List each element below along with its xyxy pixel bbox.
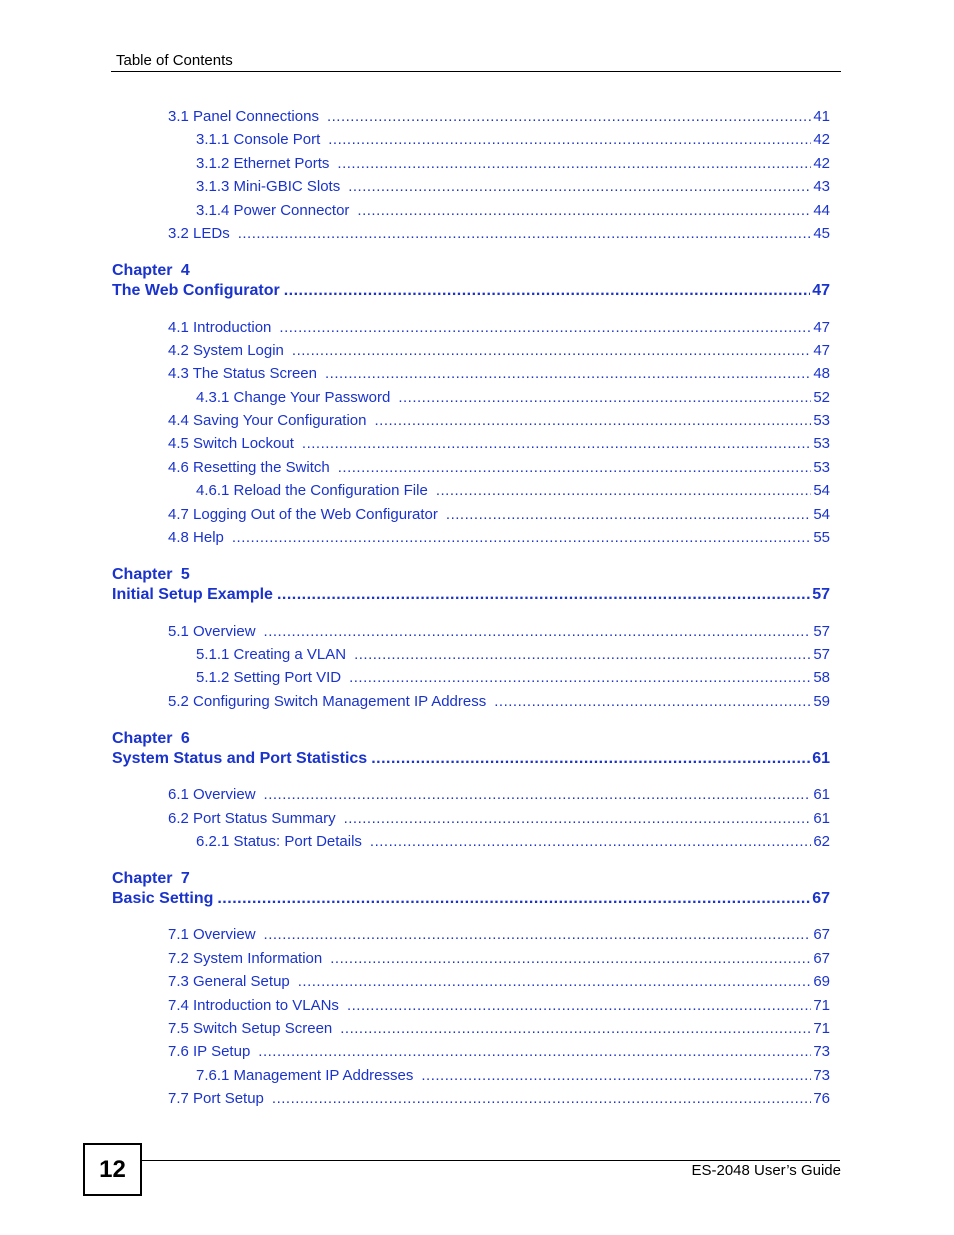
chapter-title: Initial Setup Example [112, 586, 273, 603]
toc-entry[interactable] [196, 202, 830, 220]
entry-title: 5.2 Configuring Switch Management IP Address [168, 693, 487, 710]
dot-leader [272, 1090, 811, 1108]
entry-title: 3.2 LEDs [168, 225, 230, 242]
entry-title: 7.7 Port Setup [168, 1090, 264, 1107]
entry-title: 3.1.4 Power Connector [196, 202, 350, 219]
chapter-label[interactable]: Chapter 6 [112, 730, 190, 747]
entry-title: 7.2 System Information [168, 950, 323, 967]
dot-leader [217, 890, 810, 908]
dot-leader [330, 950, 811, 968]
dot-leader [354, 646, 811, 664]
toc-entry[interactable] [196, 482, 830, 500]
toc-entry[interactable] [196, 646, 830, 664]
chapter-title: System Status and Port Statistics [112, 750, 368, 767]
toc-entry[interactable] [168, 342, 830, 360]
page-ref: 53 [813, 459, 830, 476]
chapter-label[interactable]: Chapter 7 [112, 870, 190, 887]
dot-leader [494, 693, 811, 711]
dot-leader [277, 586, 810, 604]
dot-leader [340, 1020, 811, 1038]
toc-entry[interactable] [168, 810, 830, 828]
toc-entry[interactable] [168, 623, 830, 641]
page-ref: 48 [813, 365, 830, 382]
dot-leader [325, 365, 811, 383]
toc-entry[interactable] [168, 1043, 830, 1061]
chapter-label[interactable]: Chapter 4 [112, 262, 190, 279]
page-ref: 42 [813, 131, 830, 148]
entry-title: 3.1.3 Mini-GBIC Slots [196, 178, 341, 195]
toc-entry[interactable] [196, 833, 830, 851]
dot-leader [344, 810, 812, 828]
page-ref: 47 [813, 342, 830, 359]
running-header: Table of Contents [116, 52, 233, 69]
page-ref: 45 [813, 225, 830, 242]
toc-entry[interactable] [168, 1090, 830, 1108]
dot-leader [328, 131, 811, 149]
dot-leader [446, 506, 811, 524]
toc-entry[interactable] [168, 950, 830, 968]
toc-entry[interactable] [168, 1020, 830, 1038]
entry-title: 7.6.1 Management IP Addresses [196, 1067, 414, 1084]
toc-entry[interactable] [196, 389, 830, 407]
dot-leader [258, 1043, 811, 1061]
entry-title: 5.1.2 Setting Port VID [196, 669, 342, 686]
page-ref: 73 [813, 1043, 830, 1060]
dot-leader [327, 108, 811, 126]
dot-leader [279, 319, 811, 337]
entry-title: 5.1 Overview [168, 623, 256, 640]
page-ref: 52 [813, 389, 830, 406]
page-ref: 59 [813, 693, 830, 710]
toc-entry[interactable] [168, 997, 830, 1015]
dot-leader [370, 833, 811, 851]
toc-entry[interactable] [196, 155, 830, 173]
entry-title: 3.1.2 Ethernet Ports [196, 155, 330, 172]
page-number-box [83, 1143, 142, 1196]
dot-leader [349, 669, 811, 687]
chapter-title-entry[interactable] [112, 750, 830, 768]
footer-rule [140, 1160, 840, 1161]
page-ref: 55 [813, 529, 830, 546]
page-ref: 67 [812, 890, 830, 907]
page-ref: 47 [812, 282, 830, 299]
page-number: 12 [99, 1155, 126, 1183]
page-ref: 61 [813, 786, 830, 803]
page-ref: 41 [813, 108, 830, 125]
page-ref: 69 [813, 973, 830, 990]
page-ref: 53 [813, 412, 830, 429]
entry-title: 7.6 IP Setup [168, 1043, 251, 1060]
entry-title: 4.6 Resetting the Switch [168, 459, 330, 476]
dot-leader [348, 178, 811, 196]
entry-title: 4.5 Switch Lockout [168, 435, 294, 452]
entry-title: 4.3.1 Change Your Password [196, 389, 391, 406]
entry-title: 6.1 Overview [168, 786, 256, 803]
dot-leader [298, 973, 812, 991]
chapter-title-entry[interactable] [112, 890, 830, 908]
toc-entry[interactable] [168, 529, 830, 547]
page-ref: 57 [813, 623, 830, 640]
page-ref: 42 [813, 155, 830, 172]
toc-entry[interactable] [168, 973, 830, 991]
page-ref: 73 [813, 1067, 830, 1084]
page-ref: 61 [813, 810, 830, 827]
toc-entry[interactable] [168, 786, 830, 804]
dot-leader [371, 750, 810, 768]
guide-title: ES-2048 User’s Guide [691, 1162, 841, 1179]
page-ref: 67 [813, 950, 830, 967]
page-ref: 61 [812, 750, 830, 767]
entry-title: 4.3 The Status Screen [168, 365, 317, 382]
page-ref: 71 [813, 1020, 830, 1037]
toc-entry[interactable] [168, 319, 830, 337]
entry-title: 7.5 Switch Setup Screen [168, 1020, 333, 1037]
entry-title: 4.2 System Login [168, 342, 284, 359]
dot-leader [357, 202, 811, 220]
dot-leader [338, 459, 812, 477]
chapter-title: Basic Setting [112, 890, 214, 907]
page-ref: 76 [813, 1090, 830, 1107]
entry-title: 7.4 Introduction to VLANs [168, 997, 339, 1014]
dot-leader [374, 412, 811, 430]
dot-leader [264, 926, 812, 944]
page-ref: 62 [813, 833, 830, 850]
toc-entry[interactable] [196, 178, 830, 196]
dot-leader [347, 997, 811, 1015]
dot-leader [337, 155, 811, 173]
entry-title: 6.2 Port Status Summary [168, 810, 336, 827]
page-ref: 57 [812, 586, 830, 603]
dot-leader [264, 623, 812, 641]
toc-entry[interactable] [168, 506, 830, 524]
toc-entry[interactable] [168, 926, 830, 944]
dot-leader [292, 342, 811, 360]
entry-title: 3.1.1 Console Port [196, 131, 321, 148]
entry-title: 4.8 Help [168, 529, 224, 546]
page-ref: 54 [813, 482, 830, 499]
dot-leader [232, 529, 811, 547]
dot-leader [302, 435, 811, 453]
toc-entry[interactable] [168, 459, 830, 477]
entry-title: 6.2.1 Status: Port Details [196, 833, 362, 850]
toc-entry[interactable] [196, 131, 830, 149]
chapter-label[interactable]: Chapter 5 [112, 566, 190, 583]
entry-title: 4.4 Saving Your Configuration [168, 412, 367, 429]
toc-entry[interactable] [196, 1067, 830, 1085]
dot-leader [436, 482, 812, 500]
toc-entry[interactable] [196, 669, 830, 687]
toc-entry[interactable] [168, 412, 830, 430]
page-ref: 57 [813, 646, 830, 663]
entry-title: 4.7 Logging Out of the Web Configurator [168, 506, 438, 523]
dot-leader [238, 225, 812, 243]
entry-title: 7.3 General Setup [168, 973, 290, 990]
page-ref: 58 [813, 669, 830, 686]
toc-entry[interactable] [168, 225, 830, 243]
dot-leader [284, 282, 811, 300]
dot-leader [398, 389, 811, 407]
page-ref: 67 [813, 926, 830, 943]
chapter-title-entry[interactable] [112, 282, 830, 300]
entry-title: 4.1 Introduction [168, 319, 272, 336]
entry-title: 5.1.1 Creating a VLAN [196, 646, 347, 663]
page-ref: 44 [813, 202, 830, 219]
chapter-title-entry[interactable] [112, 586, 830, 604]
toc-entry[interactable] [168, 108, 830, 126]
dot-leader [421, 1067, 811, 1085]
dot-leader [264, 786, 812, 804]
toc-entry[interactable] [168, 435, 830, 453]
page-ref: 71 [813, 997, 830, 1014]
page-ref: 54 [813, 506, 830, 523]
page-ref: 53 [813, 435, 830, 452]
toc-entry[interactable] [168, 693, 830, 711]
chapter-title: The Web Configurator [112, 282, 280, 299]
entry-title: 7.1 Overview [168, 926, 256, 943]
entry-title: 4.6.1 Reload the Configuration File [196, 482, 428, 499]
entry-title: 3.1 Panel Connections [168, 108, 319, 125]
page-ref: 43 [813, 178, 830, 195]
toc-entry[interactable] [168, 365, 830, 383]
page-ref: 47 [813, 319, 830, 336]
